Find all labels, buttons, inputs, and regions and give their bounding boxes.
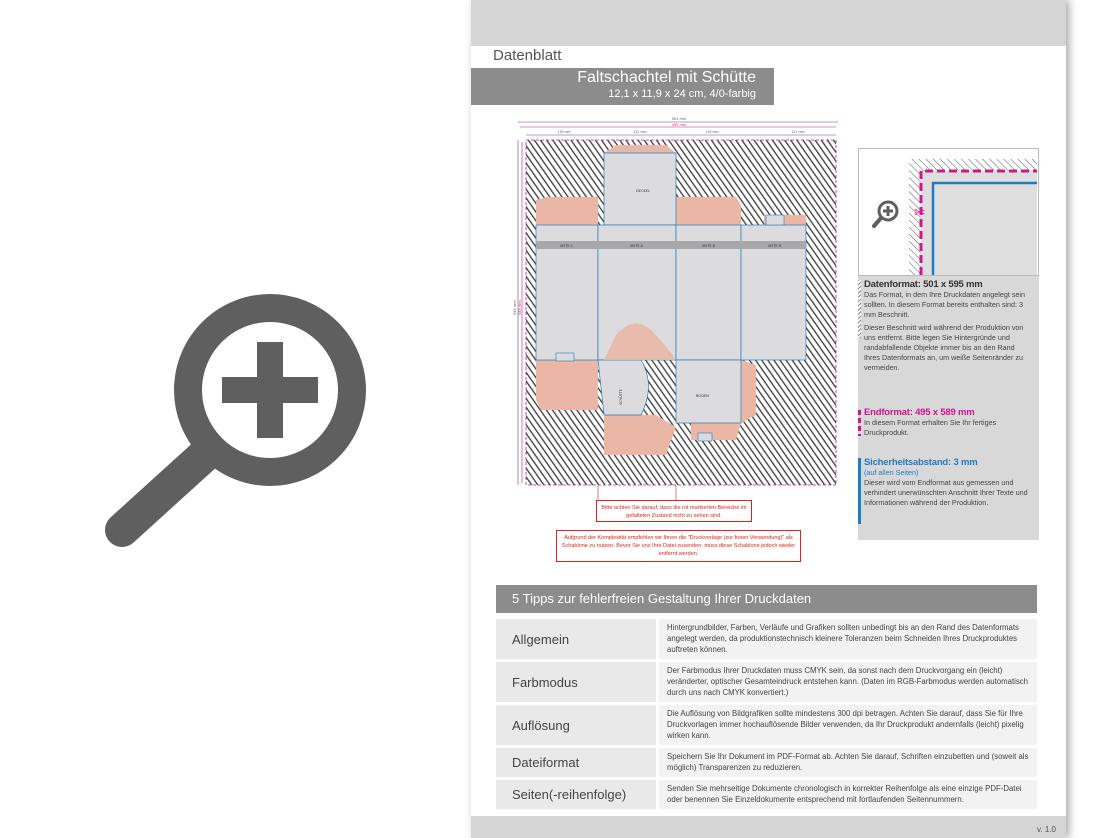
endformat-text: In diesem Format erhalten Sie Ihr fertiges Druckprodukt. <box>864 418 997 437</box>
endformat-title: Endformat: 495 x 589 mm <box>864 407 975 418</box>
panel-label-c: SEITE C <box>560 244 573 248</box>
datenformat-text-2: Dieser Beschnitt wird während der Produktion von uns entfernt. Bitte legen Sie Hintergründe und randabfallende Objekte immer bis an den Rand Ihres Datenformats an, um weiße Seitenränder zu vermeiden. <box>864 323 1024 372</box>
scissors-icon: ✂ <box>914 205 926 221</box>
tip-row <box>496 705 1037 745</box>
datenformat-marker <box>858 280 861 338</box>
sicherheit-block <box>864 457 1032 508</box>
page-footer-band <box>471 816 1066 838</box>
datasheet-page <box>471 0 1066 838</box>
dim-top-inner: 495 mm <box>671 123 687 127</box>
version-label: v. 1.0 <box>1037 825 1056 834</box>
sicherheit-title: Sicherheitsabstand: 3 mm <box>864 457 978 468</box>
tip-row <box>496 780 1037 809</box>
endformat-block <box>864 407 1032 438</box>
warning-hidden-areas: Bitte achten Sie darauf, dass die rot markierten Bereiche im gefalteten Zustand nicht zu sehen sind. <box>596 500 752 522</box>
panel-label-b: SEITE B <box>702 244 715 248</box>
dim-side-inner: 589 mm <box>518 300 522 315</box>
tip-text: Speichern Sie Ihr Dokument im PDF-Format ab. Achten Sie darauf, Schriften einzubetten und (soweit als möglich) Transparenzen zu reduzieren. <box>659 748 1037 777</box>
tip-label: Dateiformat <box>496 748 656 777</box>
diecut-drawing <box>513 115 846 495</box>
tip-label: Auflösung <box>496 705 656 745</box>
dim-seg-4: 121 mm <box>791 130 805 134</box>
zoom-in-icon[interactable] <box>100 290 370 550</box>
sicherheit-subtitle: (auf allen Seiten) <box>864 468 919 477</box>
warning-template: Aufgrund der Komplexität empfehlen wir Ihnen die "Druckvorlage (zur freien Verwendung)" als Schablone zu nutzen. Bevor Sie uns Ihre Datei zusenden, muss diese Schablone jedoch wieder entfernt werden. <box>556 530 801 562</box>
schuette-label: SCHÜTTE <box>619 389 623 405</box>
page-header-band <box>471 0 1066 46</box>
deckel-label: DECKEL <box>636 189 651 193</box>
tip-text: Die Auflösung von Bildgrafiken sollte mindestens 300 dpi betragen. Achten Sie darauf, dass Sie für Ihre Druckvorlagen immer hochauflösende Bilder verwenden, da Ihr Druckprodukt andernfalls (leicht) pixelig wirken kann. <box>659 705 1037 745</box>
title-bar <box>471 68 774 105</box>
format-info-panel <box>858 148 1039 540</box>
tip-row <box>496 662 1037 702</box>
datenformat-title: Datenformat: 501 x 595 mm <box>864 279 983 290</box>
tip-text: Der Farbmodus Ihrer Druckdaten muss CMYK sein, da sonst nach dem Druckvorgang ein (leicht) veränderter, optischer Gesamteindruck entstehen kann. (Daten im RGB-Farbmodus werden automatisch durch uns nach CMYK konvertiert.) <box>659 662 1037 702</box>
tip-text: Hintergrundbilder, Farben, Verläufe und Grafiken sollten unbedingt bis an den Rand des Datenformats angelegt werden, da produktionstechnisch kleinere Toleranzen beim Schneiden Ihres Druckproduktes auftreten können. <box>659 619 1037 659</box>
dim-seg-3: 119 mm <box>705 130 719 134</box>
page-subtitle: 12,1 x 11,9 x 24 cm, 4/0-farbig <box>608 88 756 100</box>
dim-seg-2: 121 mm <box>633 130 647 134</box>
tip-label: Seiten(-reihenfolge) <box>496 780 656 809</box>
datenformat-text: Das Format, in dem Ihre Druckdaten angelegt sein sollten. In diesem Format bereits enthalten sind: 3 mm Beschnitt. <box>864 290 1025 319</box>
page-title: Faltschachtel mit Schütte <box>577 69 756 86</box>
tips-header: 5 Tipps zur fehlerfreien Gestaltung Ihrer Druckdaten <box>496 585 1037 613</box>
dim-top-outer: 501 mm <box>671 117 687 121</box>
page-label: Datenblatt <box>471 46 591 68</box>
endformat-marker <box>858 410 861 436</box>
sicherheit-text: Dieser wird vom Endformat aus gemessen und verhindert unerwünschten Anschnitt Ihrer Texte und Informationen während der Produktion. <box>864 478 1028 507</box>
datenformat-block <box>864 279 1032 373</box>
tip-row <box>496 748 1037 777</box>
corner-detail <box>858 148 1039 276</box>
tip-row <box>496 619 1037 659</box>
dim-side-outer: 595 mm <box>513 300 517 315</box>
zoom-small-icon[interactable] <box>871 199 901 229</box>
tip-text: Senden Sie mehrseitige Dokumente chronologisch in korrekter Reihenfolge als eine einzige PDF-Datei oder benennen Sie Einzeldokumente entsprechend mit fortlaufenden Seitennummern. <box>659 780 1037 809</box>
tip-label: Farbmodus <box>496 662 656 702</box>
panel-label-a: SEITE A <box>630 244 643 248</box>
boden-label: BODEN <box>696 394 709 398</box>
panel-label-d: SEITE D <box>768 244 782 248</box>
sicherheit-marker <box>858 458 861 524</box>
tip-label: Allgemein <box>496 619 656 659</box>
dim-seg-1: 119 mm <box>557 130 571 134</box>
